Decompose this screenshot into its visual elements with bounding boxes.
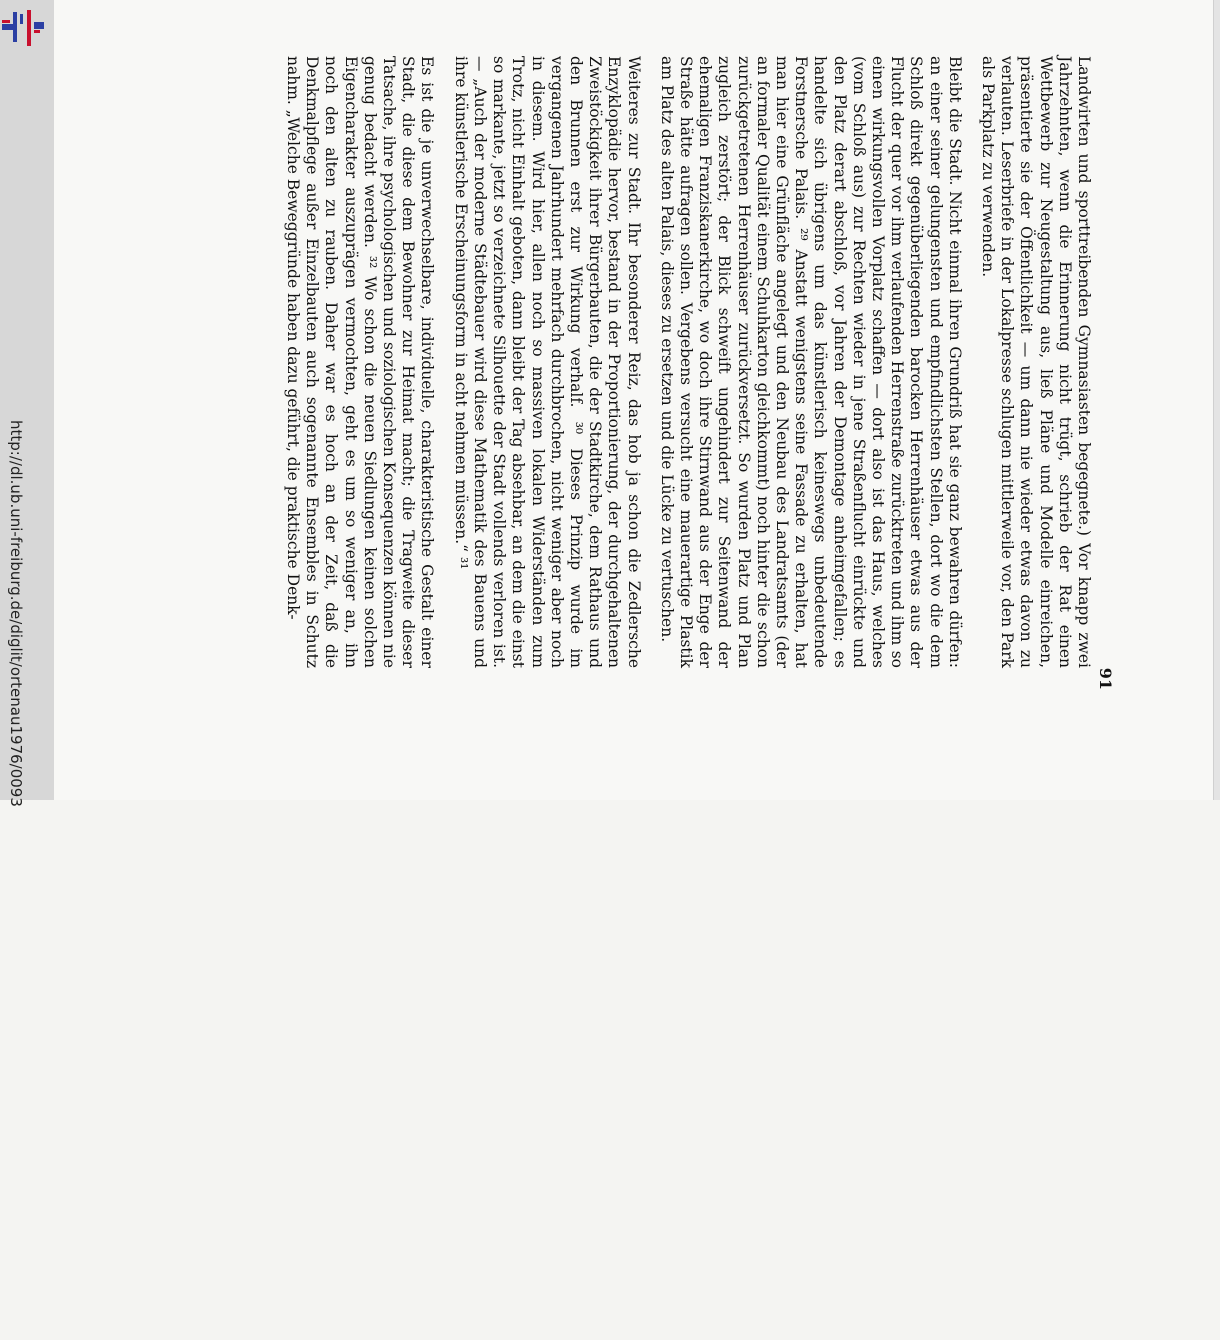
copyright-notice xyxy=(0,560,4,1340)
body-text xyxy=(269,56,1093,668)
paragraph: Weiteres zur Stadt. Ihr besonderer Reiz, das hob ja schon die Zedlersche Enzyklopädie hervor, bestand in der Proportionierung, der durchgehaltenen Zweistöckigkeit ihrer Bürgerbauten, die der Stadtkirche, dem Rathaus und den Brunnen erst zur Wirkung verhalf. ³⁰ Dieses Prinzip wurde im vergangenen Jahrhundert mehrfach durchbrochen, nicht weniger aber noch in diesem. Wird hier, allen noch so massiven lokalen Widerständen zum Trotz, nicht Einhalt geboten, dann bleibt der Tag absehbar, an dem die einst so markante, jetzt so verzeichnete Silhouette der Stadt vollends verloren ist. — „Auch der moderne Städtebauer wird diese Mathematik des Bauens und ihre künstlerische Erscheinungsform in acht nehmen müssen.“ ³¹ xyxy=(451,56,643,668)
page-edge xyxy=(1213,0,1220,800)
paragraph: Es ist die je unverwechselbare, individuelle, charakteristische Gestalt einer Stadt, die diese dem Bewohner zur Heimat macht; die Tragweite dieser Tatsache, ihre psychologischen und soziologischen Konsequenzen können nie genug bedacht werden. ³² Wo schon die neuen Siedlungen keinen solchen Eigencharakter auszuprägen vermochten, geht es um so weniger an, ihn noch den alten zu rauben. Daher war es hoch an der Zeit, daß die Denkmalpflege außer Einzelbauten auch sogenannte Ensembles in Schutz nahm. „Welche Beweggründe haben dazu geführt, die praktische Denk- xyxy=(284,56,437,668)
document-url[interactable]: http://dl.ub.uni-freiburg.de/diglit/ortenau1976/0093 xyxy=(7,420,25,807)
page-number: 91 xyxy=(1096,667,1115,690)
paragraph: Bleibt die Stadt. Nicht einmal ihren Grundriß hat sie ganz bewahren dürfen: an einer seiner gelungensten und empfindlichsten Stellen, dort wo die dem Schloß direkt gegenüberliegenden barocken Herrenhäuser etwas aus der Flucht der quer vor ihm verlaufenden Herrenstraße zurücktreten und ihm so einen wirkungsvollen Vorplatz schaffen — dort also ist das Haus, welches (vom Schloß aus) zur Rechten wieder in jene Straßenflucht einrückte und den Platz derart abschloß, vor Jahren der Demontage anheimgefallen; es handelte sich übrigens um das künstlerisch keineswegs unbedeutende Forstnersche Palais. ²⁹ Anstatt wenigstens seine Fassade zu erhalten, hat man hier eine Grünfläche angelegt und den Neubau des Landratsamts (der an formaler Qualität einem Schuhkarton gleichkommt) noch hinter die schon zurückgetretenen Herrenhäuser zurückversetzt. So wurden Platz und Plan zugleich zerstört; der Blick schweift ungehindert zur Seitenwand der ehemaligen Franziskanerkirche, wo doch ihre Stirnwand aus der Enge der Straße hätte aufragen sollen. Vergebens versucht eine mauerartige Plastik am Platz des alten Palais, dieses zu ersetzen und die Lücke zu vertuschen. xyxy=(657,56,964,668)
paragraph: Landwirten und sporttreibenden Gymnasiasten begegnete.) Vor knapp zwei Jahrzehnten, wenn die Erinnerung nicht trügt, schrieb der Rat einen Wettbewerb zur Neugestaltung aus, ließ Pläne und Modelle einreichen, präsentierte sie der Öffentlichkeit — um dann nie wieder etwas davon zu verlauten. Leserbriefe in der Lokalpresse schlugen mittlerweile vor, den Park als Parkplatz zu verwenden. xyxy=(978,56,1093,668)
rotated-page-content xyxy=(25,0,1125,800)
